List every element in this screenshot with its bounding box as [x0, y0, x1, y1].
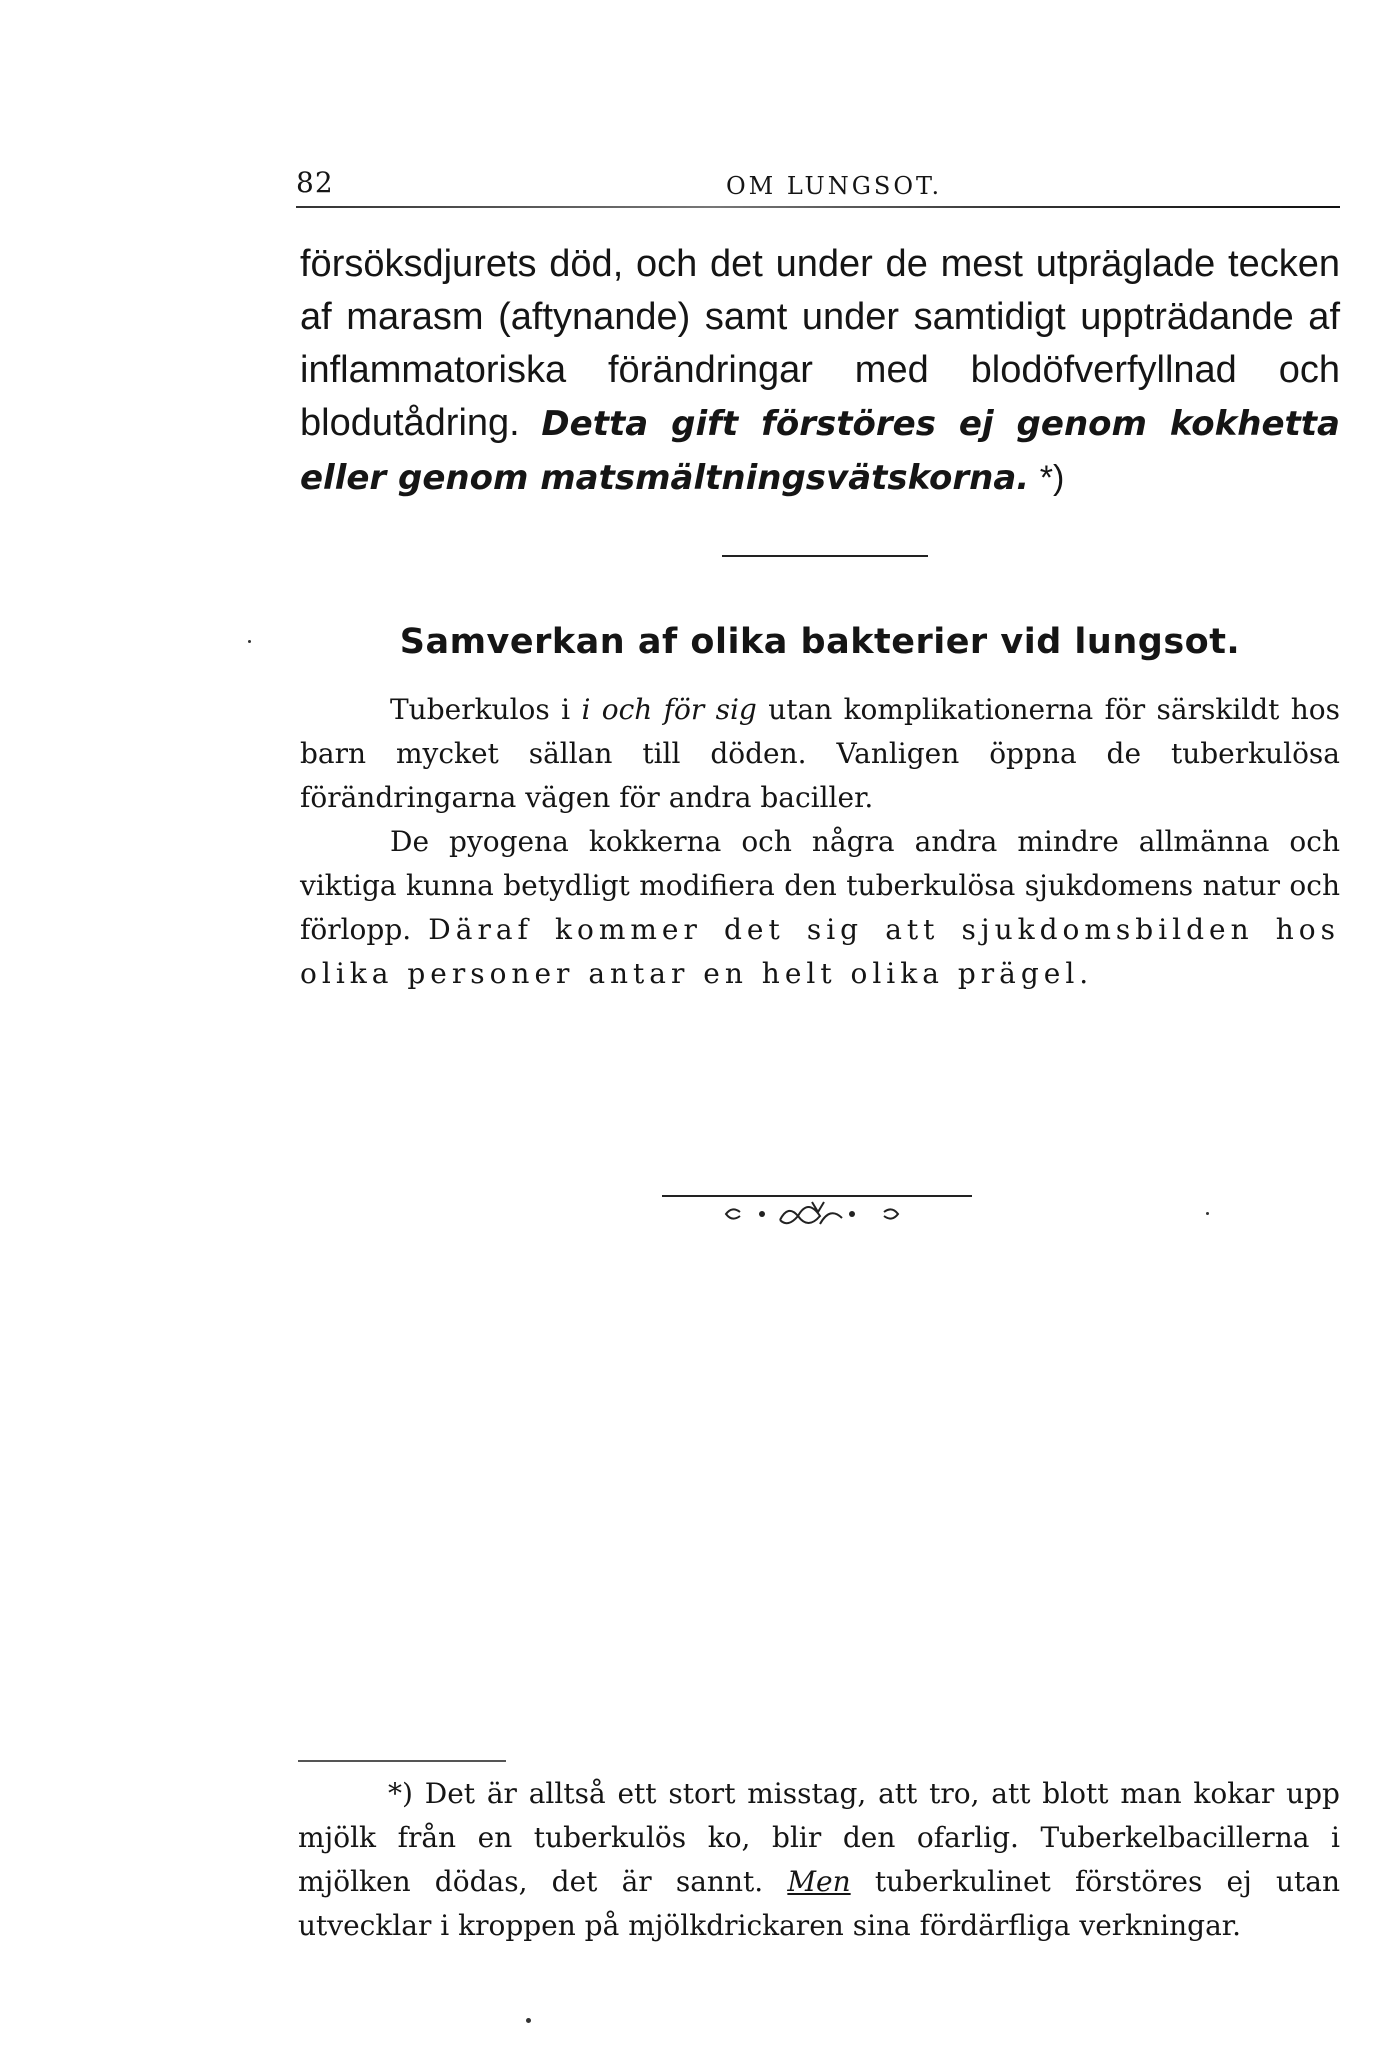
- para2-spaced: Däraf kommer det sig att sjukdomsbilden hos olika personer antar en helt olika prägel.: [300, 913, 1341, 990]
- footnote: [298, 1772, 1340, 1948]
- running-title: OM LUNGSOT.: [726, 172, 943, 200]
- section-heading: Samverkan af olika bakterier vid lungsot.: [399, 622, 1241, 662]
- para1-italic: i och för sig: [581, 693, 757, 726]
- footnote-text-after: tuberkulinet förstöres ej utan utvecklar i kroppen på mjölkdrickaren sina fördärfliga verkningar.: [298, 1865, 1341, 1942]
- running-head: [296, 166, 1340, 206]
- footnote-italic: Men: [787, 1865, 851, 1898]
- footnote-rule: [298, 1760, 506, 1762]
- intro-paragraph: [300, 238, 1340, 505]
- ornament-icon: [662, 1190, 972, 1240]
- print-speck: [526, 2018, 531, 2023]
- print-speck: [248, 640, 251, 643]
- footnote-text-before: Det är alltså ett stort misstag, att tro, att blott man kokar upp mjölk från en tuberkulös ko, blir den ofarlig. Tuberkelbacillerna i mjölken dödas, det är sannt.: [298, 1777, 1340, 1898]
- para1-lead: Tuberkulos i: [390, 693, 571, 726]
- para1-rest: utan komplikationerna för särskildt hos barn mycket sällan till döden. Vanligen öppna de tuberkulösa förändringarna vägen för andra baciller.: [300, 693, 1341, 814]
- footnote-reference: *): [1039, 459, 1065, 497]
- section-paragraph-2: [300, 820, 1340, 996]
- footnote-marker: *): [388, 1777, 413, 1810]
- print-speck: [1206, 1212, 1209, 1215]
- section-divider: [722, 555, 928, 557]
- section-paragraph-1: [300, 688, 1340, 820]
- intro-emphasis: Detta gift förstöres ej genom kokhetta eller genom matsmältningsvätskorna.: [300, 404, 1340, 498]
- para2-text: De pyogena kokkerna och några andra mindre allmänna och viktiga kunna betydligt modifiera den tuberkulösa sjukdomens natur och förlopp.: [300, 825, 1340, 946]
- header-rule: [296, 206, 1340, 208]
- page-number: 82: [296, 166, 334, 199]
- intro-text: försöksdjurets död, och det under de mest utpräglade tecken af marasm (aftynande) samt under samtidigt uppträdande af inflammatoriska förändringar med blodöfverfyllnad och blodutådring.: [300, 243, 1340, 444]
